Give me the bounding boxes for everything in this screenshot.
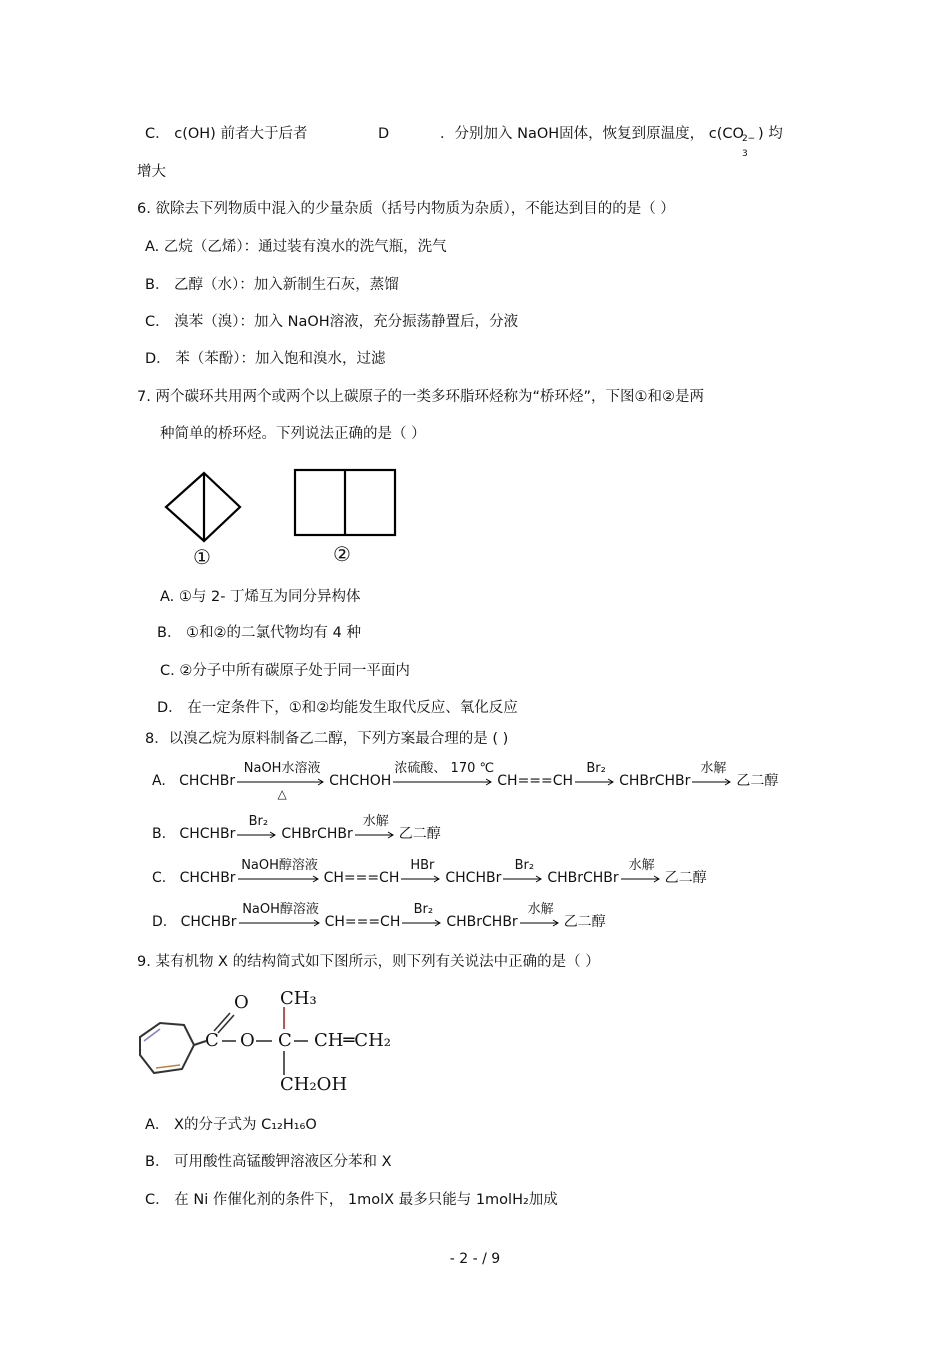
option-d-label: D	[378, 126, 390, 142]
question-9-option-b: B． 可用酸性高锰酸钾溶液区分苯和 X	[145, 1154, 392, 1170]
question-6: 6. 欲除去下列物质中混入的少量杂质（括号内物质为杂质），不能达到目的的是（ ）	[137, 201, 675, 217]
reaction-arrow: HBr	[401, 871, 443, 885]
question-7-line-2: 种简单的桥环烃。下列说法正确的是（ ）	[160, 426, 426, 442]
reaction-arrow: NaOH醇溶液	[238, 871, 322, 885]
question-7-line-1: 7. 两个碳环共用两个或两个以上碳原子的一类多环脂环烃称为“桥环烃”，下图①和②是两	[137, 389, 704, 405]
question-6-option-b: B． 乙醇（水）：加入新制生石灰，蒸馏	[145, 277, 399, 293]
question-8-option-a: A. CHCHBr NaOH水溶液 △ CHCHOH 浓硫酸、 170 ℃ CH===CH Br₂ CHBrCHBr 水解 乙二醇	[152, 761, 779, 801]
co3-subscript: 3	[741, 149, 748, 159]
option-a-label: A.	[152, 773, 166, 789]
question-7-option-d: D． 在一定条件下，①和②均能发生取代反应、氧化反应	[157, 700, 518, 716]
structure-ch3: CH₃	[280, 988, 317, 1009]
structure-c-quaternary: C	[278, 1030, 292, 1051]
question-9-option-c: C． 在 Ni 作催化剂的条件下， 1molX 最多只能与 1molH₂加成	[145, 1192, 558, 1208]
question-7-option-a: A. ①与 2- 丁烯互为同分异构体	[160, 589, 361, 605]
question-8: 8．以溴乙烷为原料制备乙二醇，下列方案最合理的是 ( )	[145, 731, 509, 747]
reaction-arrow: NaOH水溶液 △	[237, 774, 327, 788]
question-8-option-b: B. CHCHBr Br₂ CHBrCHBr 水解 乙二醇	[152, 814, 441, 842]
structure-vinyl: CH═CH₂	[314, 1030, 391, 1051]
option-c-line: C． c(OH) 前者大于后者	[145, 126, 308, 142]
structure-o-ester: O	[240, 1030, 255, 1051]
reaction-arrow: 水解	[621, 871, 663, 885]
question-9: 9. 某有机物 X 的结构简式如下图所示，则下列有关说法中正确的是（ ）	[137, 954, 600, 970]
reaction-arrow: Br₂	[503, 871, 545, 885]
structure-c-carbonyl: C	[205, 1030, 219, 1051]
page-number: - 2 - / 9	[449, 1251, 501, 1267]
reaction-arrow: 水解	[355, 827, 397, 841]
question-7-option-b: B． ①和②的二氯代物均有 4 种	[157, 625, 361, 641]
question-7-option-c: C. ②分子中所有碳原子处于同一平面内	[160, 663, 410, 679]
diagram-label-two: ②	[333, 542, 351, 566]
reaction-arrow: 水解	[692, 774, 734, 788]
option-a-reactant: CHCHBr	[179, 773, 236, 789]
reaction-arrow: Br₂	[575, 774, 617, 788]
option-d-end: ) 均	[757, 126, 783, 142]
diagram-label-one: ①	[193, 545, 211, 569]
question-6-option-d: D． 苯（苯酚）：加入饱和溴水，过滤	[145, 351, 386, 367]
structure-ch2oh: CH₂OH	[280, 1074, 348, 1095]
option-d-text: ．分别加入 NaOH固体，恢复到原温度， c(CO	[440, 126, 744, 142]
structure-o-top: O	[234, 992, 249, 1013]
question-8-option-d: D. CHCHBr NaOH醇溶液 CH===CH Br₂ CHBrCHBr 水解 乙二醇	[152, 902, 606, 930]
question-6-option-a: A. 乙烷（乙烯）：通过装有溴水的洗气瓶，洗气	[145, 239, 447, 255]
option-d-line	[440, 124, 783, 159]
benzene-ring	[140, 1023, 194, 1073]
question-8-option-c: C. CHCHBr NaOH醇溶液 CH===CH HBr CHCHBr Br₂ CHBrCHBr 水解 乙二醇	[152, 858, 707, 886]
reaction-arrow: 水解	[520, 915, 562, 929]
reaction-arrow: 浓硫酸、 170 ℃	[393, 774, 495, 788]
line-zengda: 增大	[137, 164, 166, 180]
reaction-arrow: Br₂	[402, 915, 444, 929]
question-6-option-c: C． 溴苯（溴）：加入 NaOH溶液，充分振荡静置后，分液	[145, 314, 519, 330]
reaction-arrow: NaOH醇溶液	[239, 915, 323, 929]
reaction-arrow: Br₂	[237, 827, 279, 841]
co3-superscript: 2−	[741, 134, 756, 144]
question-9-option-a: A． X的分子式为 C₁₂H₁₆O	[145, 1117, 317, 1133]
